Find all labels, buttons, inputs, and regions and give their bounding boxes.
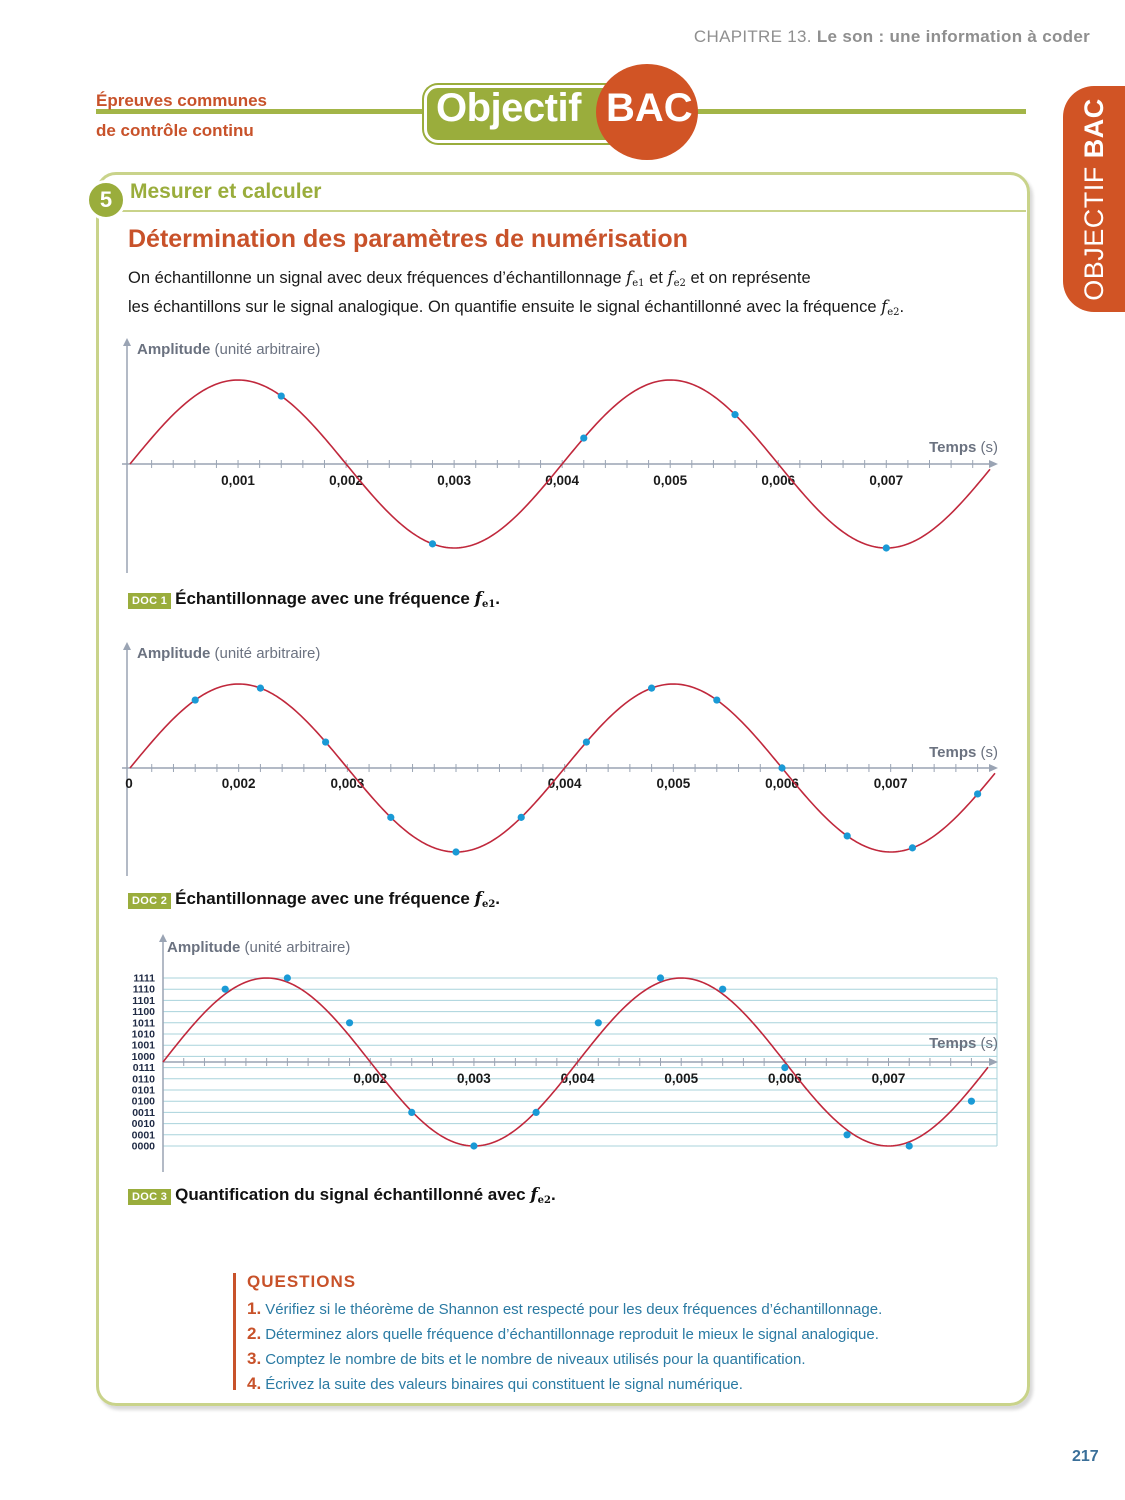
chapter-title: Le son : une information à coder bbox=[816, 27, 1090, 46]
questions-list bbox=[247, 1297, 882, 1397]
doc1-caption-text: Échantillonnage avec une fréquence bbox=[175, 589, 470, 608]
doc2-f-sub: e2 bbox=[481, 899, 496, 910]
sample-point bbox=[257, 685, 264, 692]
f-letter: f bbox=[474, 589, 482, 609]
sample-point bbox=[580, 434, 587, 441]
sample-point bbox=[909, 844, 916, 851]
x-axis-label: Temps (s) bbox=[929, 1035, 998, 1052]
sample-point bbox=[843, 1131, 850, 1138]
doc3-caption-text: Quantification du signal échantillonné avec bbox=[175, 1185, 526, 1204]
sample-point bbox=[533, 1109, 540, 1116]
doc1-f-sub: e1 bbox=[481, 599, 496, 610]
x-tick-label: 0,004 bbox=[560, 1071, 595, 1086]
x-axis-arrow bbox=[989, 764, 998, 772]
level-label: 1100 bbox=[132, 1006, 155, 1019]
sample-point bbox=[713, 696, 720, 703]
level-label: 0111 bbox=[132, 1062, 155, 1075]
sample-point bbox=[429, 540, 436, 547]
period: . bbox=[495, 589, 501, 608]
y-axis-label: Amplitude (unité arbitraire) bbox=[167, 939, 351, 956]
x-tick-label: 0,007 bbox=[869, 473, 904, 488]
x-tick-label: 0,006 bbox=[761, 473, 796, 488]
x-tick-label: 0,005 bbox=[656, 776, 691, 791]
sample-point bbox=[192, 696, 199, 703]
sample-point bbox=[583, 738, 590, 745]
x-tick-label: 0,003 bbox=[330, 776, 365, 791]
question-1-number: 1. bbox=[247, 1299, 262, 1318]
chart-3 bbox=[132, 934, 998, 1172]
x-tick-label: 0,007 bbox=[873, 776, 908, 791]
doc2-f-symbol bbox=[475, 889, 496, 909]
intro-text-2: et bbox=[649, 269, 663, 287]
level-label: 0011 bbox=[132, 1106, 155, 1119]
level-label: 0100 bbox=[131, 1095, 155, 1108]
f-sub-e1: e1 bbox=[632, 278, 645, 289]
sample-point bbox=[719, 986, 726, 993]
sample-point bbox=[968, 1098, 975, 1105]
doc2-tag: DOC 2 bbox=[128, 893, 171, 909]
question-2-text: Déterminez alors quelle fréquence d’échantillonnage reproduit le mieux le signal analogique. bbox=[265, 1326, 879, 1343]
sample-point bbox=[387, 814, 394, 821]
page-number: 217 bbox=[1072, 1448, 1099, 1465]
sample-point bbox=[284, 974, 291, 981]
f-letter: f bbox=[474, 889, 482, 909]
x-tick-label: 0,002 bbox=[221, 776, 256, 791]
doc1-tag: DOC 1 bbox=[128, 593, 171, 609]
main-title: Détermination des paramètres de numérisation bbox=[128, 225, 688, 253]
f-letter: f bbox=[667, 268, 674, 287]
question-2-number: 2. bbox=[247, 1324, 262, 1343]
x-tick-label: 0,004 bbox=[545, 473, 580, 488]
question-2 bbox=[247, 1322, 882, 1347]
x-tick-label: 0,005 bbox=[653, 473, 688, 488]
level-label: 1110 bbox=[132, 983, 155, 996]
x-tick-label: 0,004 bbox=[547, 776, 582, 791]
f-letter: f bbox=[530, 1185, 538, 1205]
side-tab-light: OBJECTIF bbox=[1078, 157, 1109, 301]
intro-text-1: On échantillonne un signal avec deux fréquences d’échantillonnage bbox=[128, 269, 622, 287]
sample-point bbox=[906, 1142, 913, 1149]
y-axis-label: Amplitude (unité arbitraire) bbox=[137, 341, 321, 358]
sample-point bbox=[731, 411, 738, 418]
f-letter: f bbox=[626, 268, 633, 287]
y-axis-arrow bbox=[123, 642, 131, 650]
doc3-caption bbox=[128, 1185, 556, 1206]
level-label: 1011 bbox=[132, 1017, 155, 1030]
sample-point bbox=[518, 814, 525, 821]
level-label: 1000 bbox=[131, 1050, 155, 1063]
x-tick-label: 0,003 bbox=[437, 473, 472, 488]
x-tick-label: 0,001 bbox=[221, 473, 255, 488]
question-1-text: Vérifiez si le théorème de Shannon est respecté pour les deux fréquences d’échantillonnage. bbox=[265, 1301, 883, 1318]
level-label: 1101 bbox=[132, 994, 155, 1007]
level-label: 0010 bbox=[131, 1118, 155, 1131]
x-tick-label: 0,002 bbox=[329, 473, 363, 488]
level-label: 0101 bbox=[131, 1084, 155, 1097]
side-tab-bold: BAC bbox=[1078, 97, 1109, 158]
exercise-number: 5 bbox=[86, 180, 126, 220]
sample-point bbox=[346, 1019, 353, 1026]
question-3 bbox=[247, 1347, 882, 1372]
doc2-caption-text: Échantillonnage avec une fréquence bbox=[175, 889, 470, 908]
level-label: 0000 bbox=[131, 1140, 155, 1153]
bac-label: BAC bbox=[606, 86, 693, 130]
level-label: 0001 bbox=[131, 1129, 155, 1142]
period: . bbox=[899, 298, 905, 316]
questions-bar bbox=[233, 1273, 236, 1390]
x-axis-arrow bbox=[989, 460, 998, 468]
question-4-number: 4. bbox=[247, 1374, 262, 1393]
sample-point bbox=[648, 685, 655, 692]
x-tick-label: 0,003 bbox=[457, 1071, 491, 1086]
doc3-tag: DOC 3 bbox=[128, 1189, 171, 1205]
sample-point bbox=[974, 790, 981, 797]
sample-point bbox=[883, 544, 890, 551]
question-4-text: Écrivez la suite des valeurs binaires qui constituent le signal numérique. bbox=[265, 1376, 743, 1393]
epreuves-line-2: de contrôle continu bbox=[96, 121, 254, 140]
intro-text-3: et on représente bbox=[690, 269, 811, 287]
x-tick-label: 0,006 bbox=[767, 1071, 802, 1086]
sample-point bbox=[278, 392, 285, 399]
x-tick-label: 0,007 bbox=[871, 1071, 906, 1086]
x-tick-label: 0,005 bbox=[664, 1071, 699, 1086]
doc2-caption bbox=[128, 889, 500, 910]
x-tick-label: 0,002 bbox=[353, 1071, 388, 1086]
level-label: 0110 bbox=[132, 1073, 155, 1086]
sample-point bbox=[470, 1142, 477, 1149]
doc3-f-symbol bbox=[530, 1185, 551, 1205]
intro-text-4: les échantillons sur le signal analogique. On quantifie ensuite le signal échantillonné avec la fréquence bbox=[128, 298, 877, 316]
question-1 bbox=[247, 1297, 882, 1322]
x-tick-label: 0,006 bbox=[765, 776, 799, 791]
sample-point bbox=[844, 832, 851, 839]
sample-point bbox=[452, 848, 459, 855]
level-label: 1010 bbox=[131, 1028, 155, 1041]
chart-2 bbox=[122, 642, 998, 876]
doc1-caption bbox=[128, 589, 500, 610]
sample-point bbox=[322, 738, 329, 745]
x-axis-label: Temps (s) bbox=[929, 439, 998, 456]
sample-point bbox=[657, 974, 664, 981]
sample-point bbox=[222, 986, 229, 993]
chapter-prefix: CHAPITRE 13. bbox=[693, 27, 812, 46]
f-sub-e2: e2 bbox=[887, 307, 900, 318]
sample-point bbox=[778, 764, 785, 771]
section-title: Mesurer et calculer bbox=[130, 180, 322, 203]
f-sub-e2: e2 bbox=[673, 278, 686, 289]
doc3-f-sub: e2 bbox=[537, 1195, 551, 1206]
questions-heading: QUESTIONS bbox=[247, 1272, 357, 1291]
period: . bbox=[550, 1185, 556, 1204]
question-4 bbox=[247, 1372, 882, 1397]
sample-point bbox=[595, 1019, 602, 1026]
chart-1 bbox=[122, 338, 998, 573]
question-3-text: Comptez le nombre de bits et le nombre de niveaux utilisés pour la quantification. bbox=[265, 1351, 806, 1368]
y-axis-arrow bbox=[123, 338, 131, 346]
f-letter: f bbox=[881, 297, 888, 316]
question-3-number: 3. bbox=[247, 1349, 262, 1368]
x-tick-label: 0 bbox=[125, 776, 133, 791]
epreuves-line-1: Épreuves communes bbox=[96, 91, 268, 110]
y-axis-label: Amplitude (unité arbitraire) bbox=[137, 645, 321, 662]
y-axis-arrow bbox=[159, 934, 167, 942]
sample-point bbox=[781, 1064, 788, 1071]
level-label: 1111 bbox=[133, 972, 155, 985]
sample-point bbox=[408, 1109, 415, 1116]
level-label: 1001 bbox=[131, 1039, 155, 1052]
doc1-f-symbol bbox=[475, 589, 496, 609]
objectif-label: Objectif bbox=[436, 86, 581, 130]
x-axis-label: Temps (s) bbox=[929, 744, 998, 761]
period: . bbox=[495, 889, 501, 908]
